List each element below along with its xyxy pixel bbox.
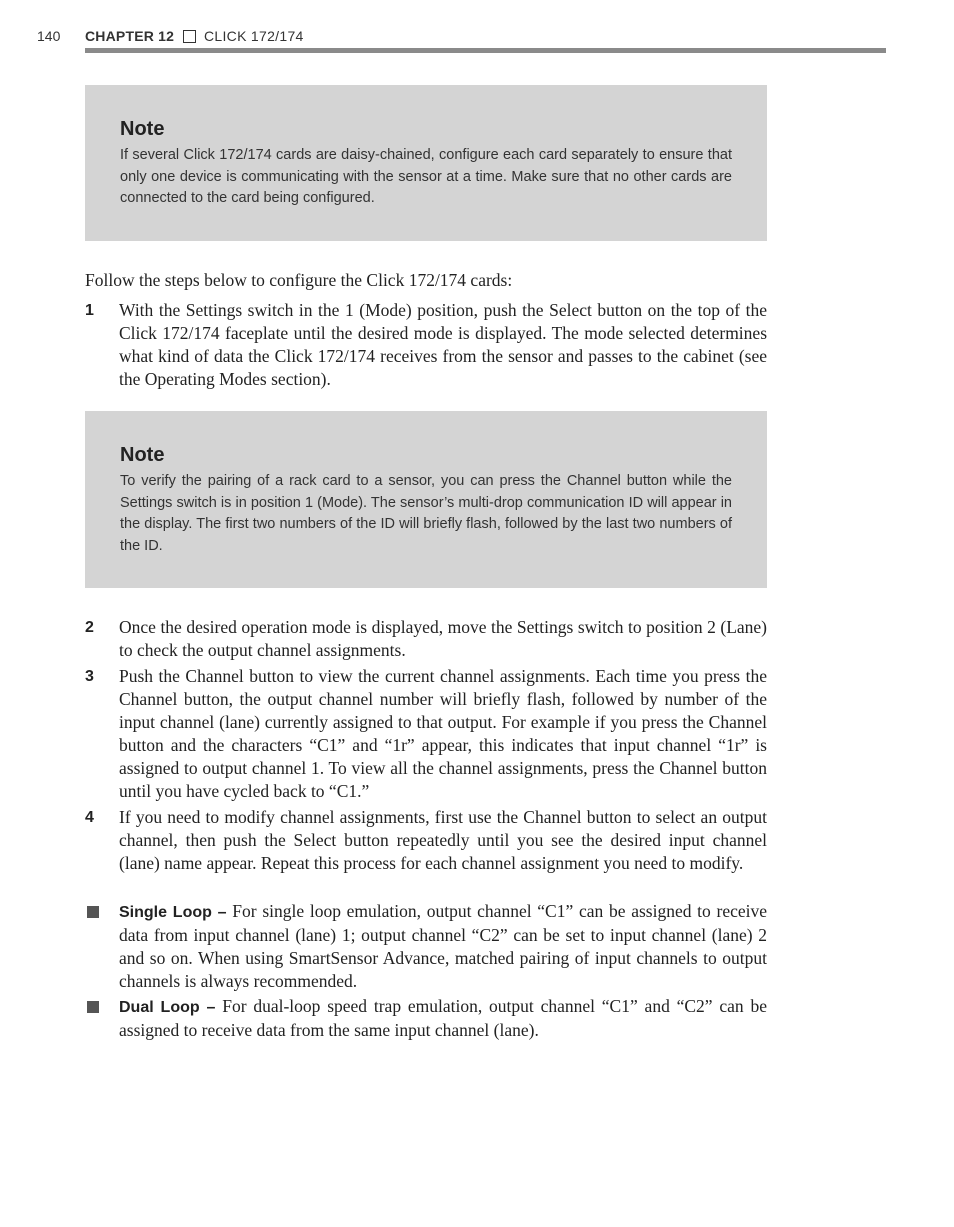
- step-text: Once the desired operation mode is displayed, move the Settings switch to position 2 (Lane) to check the output channel assignments.: [119, 617, 767, 660]
- step-text: Push the Channel button to view the current channel assignments. Each time you press the Channel button, the output channel number will briefly flash, followed by number of the input channel (lane) currently assigned to that output. For example if you press the Channel button and the characters “C1” and “1r” appear, this indicates that input channel “1r” is assigned to output channel 1. To view all the channel assignments, press the Channel button until you have cycled back to “C1.”: [119, 666, 767, 801]
- bullet-text: For single loop emulation, output channel “C1” can be assigned to receive data from input channel (lane) 1; output channel “C2” can be set to input channel (lane) 2 and so on. When using SmartSensor Advance, matched pairing of input channels to output channels is always recommended.: [119, 901, 768, 991]
- note-title: Note: [120, 444, 165, 466]
- intro-paragraph: Follow the steps below to configure the Click 172/174 cards:: [85, 270, 513, 290]
- step-text: With the Settings switch in the 1 (Mode) position, push the Select button on the top of the Click 172/174 faceplate until the desired mode is displayed. The mode selected determines what kind of data the Click 172/174 receives from the sensor and passes to the cabinet (see the Operating Modes section).: [119, 300, 767, 389]
- bullet-text: For dual-loop speed trap emulation, output channel “C1” and “C2” can be assigned to receive data from the same input channel (lane).: [119, 996, 767, 1040]
- step-item: [85, 616, 767, 662]
- note-title: Note: [120, 118, 165, 140]
- bullet-square-icon: [87, 1001, 99, 1013]
- step-text: If you need to modify channel assignments, first use the Channel button to select an output channel, then push the Select button repeatedly until you see the desired input channel (lane) name appear. Repeat this process for each channel assignment you need to modify.: [119, 807, 767, 873]
- step-item: [85, 806, 767, 875]
- step-number: 1: [85, 302, 94, 319]
- page-number: 140: [37, 28, 61, 44]
- step-number: 2: [85, 619, 94, 636]
- chapter-title: CLICK 172/174: [204, 28, 304, 44]
- bullet-item: [85, 900, 767, 993]
- bullet-lead: Single Loop –: [119, 904, 227, 921]
- header-rule: [85, 48, 886, 53]
- note-box: [85, 85, 767, 241]
- step-number: 4: [85, 809, 94, 826]
- step-number: 3: [85, 668, 94, 685]
- note-body: To verify the pairing of a rack card to a sensor, you can press the Channel button while the Settings switch is in position 1 (Mode). The sensor’s multi-drop communication ID will appear in the display. The first two numbers of the ID will briefly flash, followed by the last two numbers of the ID.: [120, 473, 732, 554]
- bullet-square-icon: [87, 906, 99, 918]
- bullet-item: [85, 995, 767, 1042]
- step-item: [85, 665, 767, 803]
- step-item: [85, 299, 767, 391]
- chapter-label: CHAPTER 12: [85, 28, 175, 44]
- page-header: [37, 26, 886, 48]
- note-box: [85, 411, 767, 588]
- bullet-lead: Dual Loop –: [119, 999, 216, 1016]
- separator-square-icon: [183, 30, 196, 43]
- note-body: If several Click 172/174 cards are daisy-chained, configure each card separately to ensure that only one device is communicating with the sensor at a time. Make sure that no other cards are connected to the card being configured.: [120, 147, 732, 206]
